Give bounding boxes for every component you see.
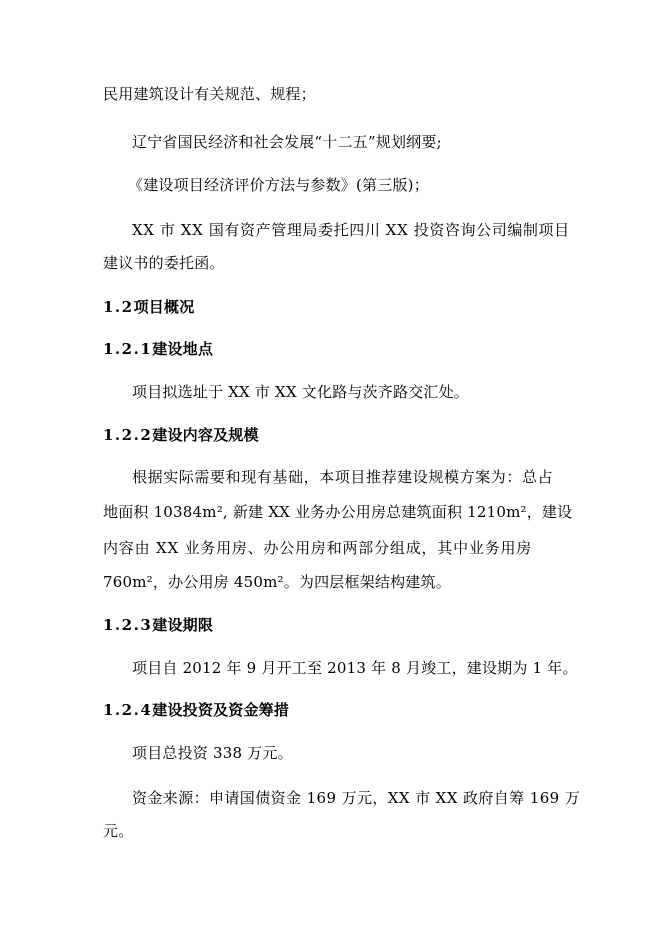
paragraph-line: 项目总投资 338 万元。 xyxy=(132,744,293,762)
subsection-heading xyxy=(103,700,289,720)
paragraph-line: 地面积 10384m², 新建 XX 业务办公用房总建筑面积 1210m²，建设 xyxy=(103,503,573,521)
subsection-heading xyxy=(103,615,213,635)
section-title: 建设投资及资金筹措 xyxy=(152,701,290,719)
subsection-heading xyxy=(103,425,259,445)
subsection-heading xyxy=(103,339,213,359)
section-title: 建设期限 xyxy=(152,616,214,634)
paragraph-line: 内容由 XX 业务用房、办公用房和两部分组成，其中业务用房 xyxy=(103,539,533,557)
section-number: 1.2.3 xyxy=(103,616,153,634)
section-title: 建设内容及规模 xyxy=(152,426,259,444)
paragraph-line: 资金来源：申请国债资金 169 万元，XX 市 XX 政府自筹 169 万 xyxy=(132,789,581,807)
paragraph-line: 760m²，办公用房 450m²。为四层框架结构建筑。 xyxy=(103,573,451,591)
paragraph-line: 项目拟选址于 XX 市 XX 文化路与茨齐路交汇处。 xyxy=(132,383,469,401)
section-number: 1.2 xyxy=(103,298,134,316)
paragraph-line: 《建设项目经济评价方法与参数》(第三版)； xyxy=(128,176,429,194)
paragraph-line: 辽宁省国民经济和社会发展“十二五”规划纲要; xyxy=(132,133,442,151)
section-number: 1.2.4 xyxy=(103,701,153,719)
section-heading xyxy=(103,297,194,317)
paragraph-line: 元。 xyxy=(103,822,134,840)
paragraph-line: 项目自 2012 年 9 月开工至 2013 年 8 月竣工，建设期为 1 年。 xyxy=(132,659,578,677)
section-title: 项目概况 xyxy=(133,298,195,316)
paragraph-line: 建议书的委托函。 xyxy=(103,254,225,272)
section-title: 建设地点 xyxy=(152,340,214,358)
paragraph-line: 根据实际需要和现有基础，本项目推荐建设规模方案为：总占 xyxy=(132,468,554,486)
paragraph-line: 民用建筑设计有关规范、规程； xyxy=(103,85,316,103)
section-number: 1.2.2 xyxy=(103,426,153,444)
paragraph-line: XX 市 XX 国有资产管理局委托四川 XX 投资咨询公司编制项目 xyxy=(132,221,570,239)
section-number: 1.2.1 xyxy=(103,340,153,358)
